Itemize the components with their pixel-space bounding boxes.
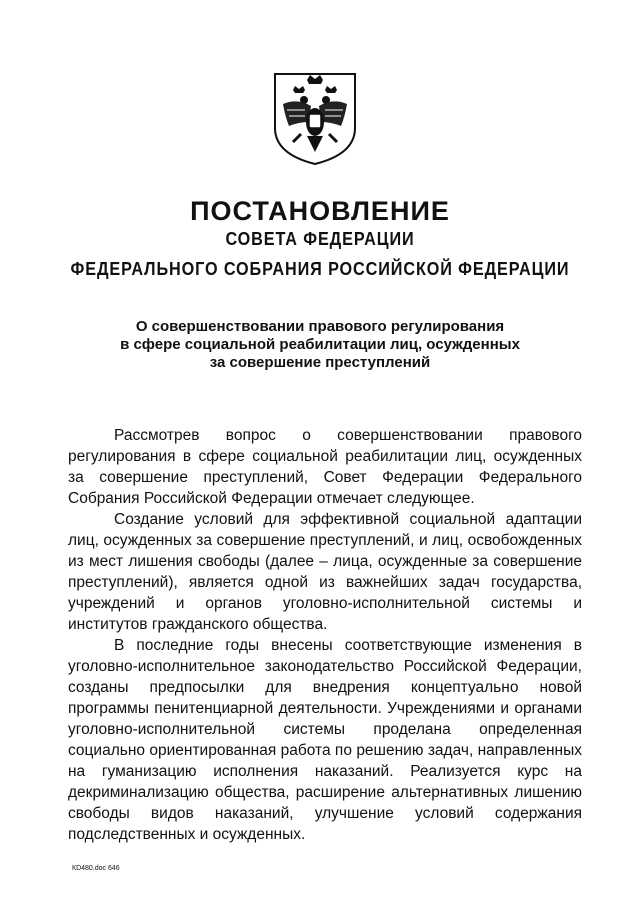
document-body: [68, 425, 582, 845]
document-code: КD480.doc 646: [72, 865, 120, 872]
body-paragraph: В последние годы внесены соответствующие изменения в уголовно-исполнительное законодательство Российской Федерации, созданы предпосылки для внедрения концептуально новой программы пенитенциарной деятельности. Учреждениями и органами уголовно-исполнительной системы проделана определенная социально ориентированная работа по решению задач, направленных на гуманизацию исполнения наказаний. Реализуется курс на декриминализацию общества, расширение альтернативных лишению свободы видов наказаний, улучшение условий содержания подследственных и осужденных.: [68, 637, 582, 843]
subject-line: за совершение преступлений: [209, 354, 431, 371]
body-paragraph: Создание условий для эффективной социальной адаптации лиц, осужденных за совершение преступлений, и лиц, освобожденных из мест лишения свободы (далее – лица, осужденные за совершение преступлений), является одной из важнейших задач государства, учреждений и органов уголовно-исполнительной системы и институтов гражданского общества.: [68, 511, 582, 633]
body-paragraph: Рассмотрев вопрос о совершенствовании правового регулирования в сфере социальной реабилитации лиц, осужденных за совершение преступлений, Совет Федерации Федерального Собрания Российской Федерации отмечает следующее.: [68, 427, 582, 507]
coat-of-arms-icon: [271, 70, 359, 166]
subject-line: в сфере социальной реабилитации лиц, осужденных: [120, 336, 520, 353]
document-subject: [90, 318, 550, 372]
subject-line: О совершенствовании правового регулирования: [135, 318, 505, 335]
document-title: ПОСТАНОВЛЕНИЕ: [190, 196, 450, 226]
issuer-line: СОВЕТА ФЕДЕРАЦИИ: [225, 229, 415, 249]
issuer-full-line: ФЕДЕРАЛЬНОГО СОБРАНИЯ РОССИЙСКОЙ ФЕДЕРАЦИИ: [70, 259, 570, 279]
